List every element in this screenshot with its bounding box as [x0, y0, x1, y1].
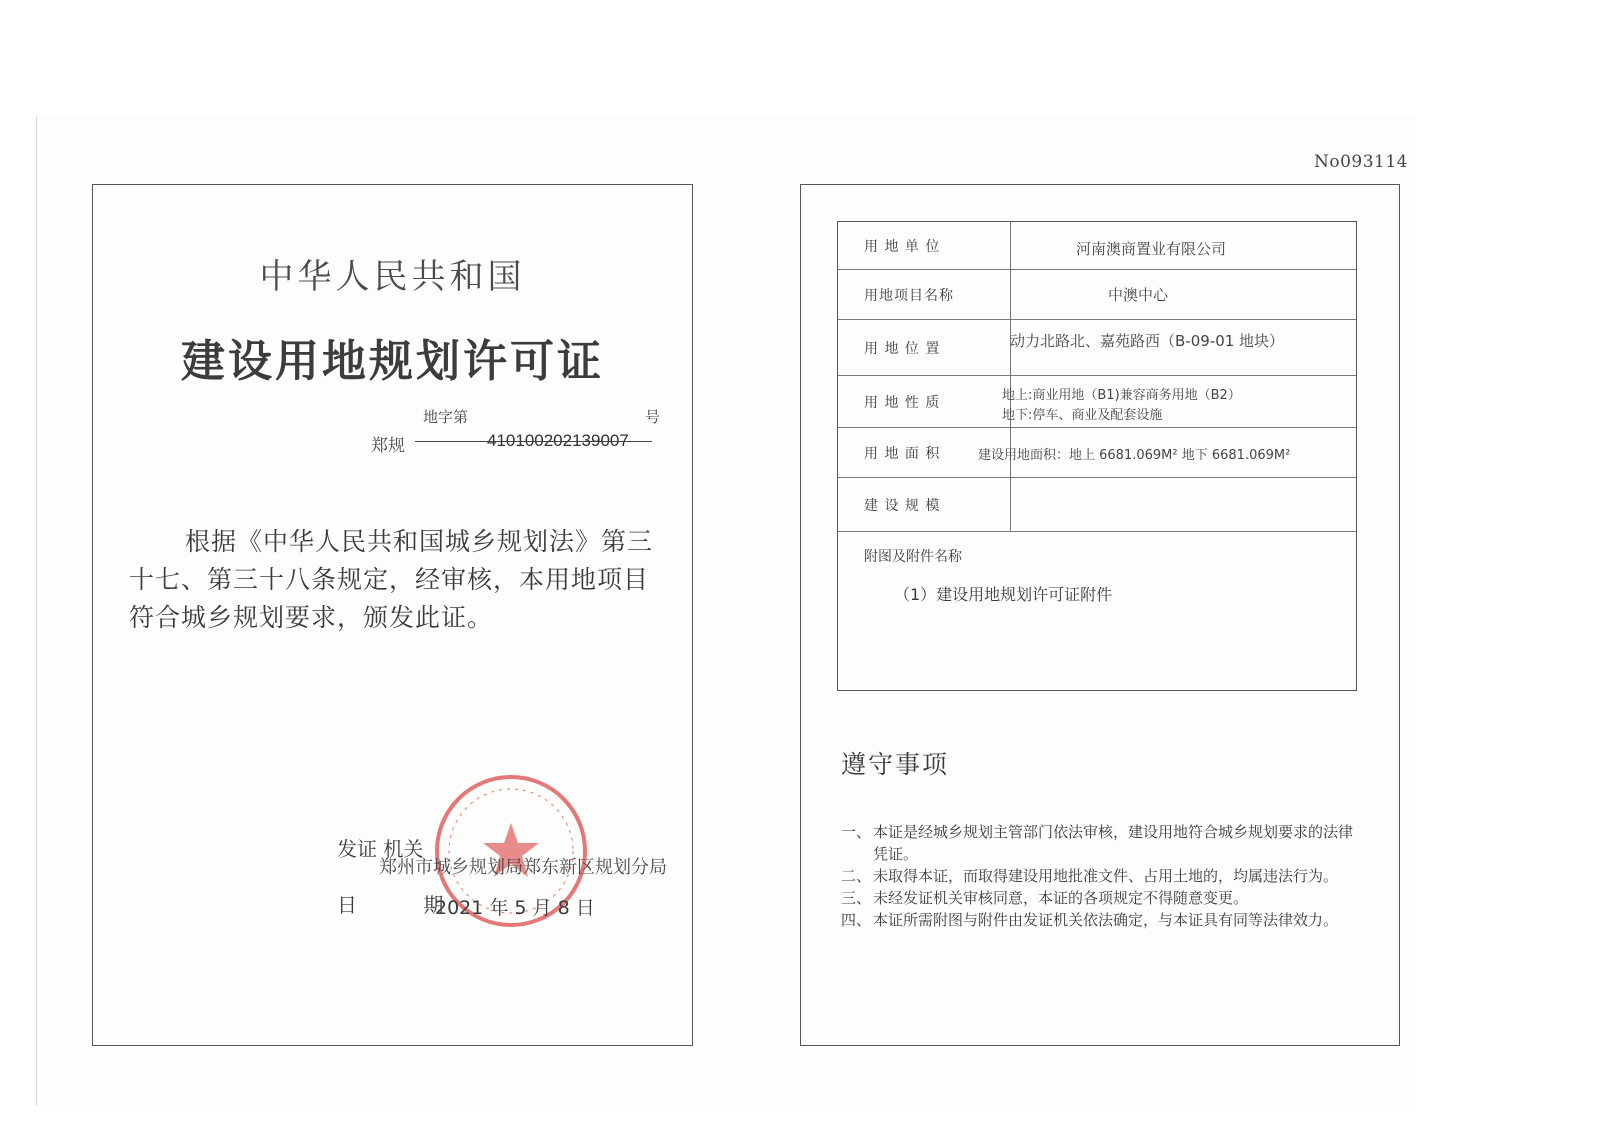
certificate-detail-panel	[800, 184, 1400, 1046]
table-row	[838, 270, 1356, 320]
certificate-number-prefix: 郑规	[371, 436, 405, 456]
notice-item-mark: 二、	[841, 867, 872, 885]
row-value: 地上:商业用地（B1)兼容商务用地（B2）	[1002, 388, 1241, 403]
row-value: 中澳中心	[1108, 286, 1169, 304]
row-value: 动力北路北、嘉苑路西（B-09-01 地块）	[1010, 332, 1285, 350]
notice-title: 遵守事项	[841, 750, 950, 779]
notice-item	[841, 821, 1361, 865]
row-label: 用 地 单 位	[864, 239, 941, 255]
notice-item-text: 本证是经城乡规划主管部门依法审核，建设用地符合城乡规划要求的法律凭证。	[873, 823, 1354, 863]
notice-item-text: 本证所需附图与附件由发证机关依法确定，与本证具有同等法律效力。	[873, 911, 1339, 929]
certificate-title: 建设用地规划许可证	[181, 336, 604, 387]
issuer-label: 发证 机关	[337, 837, 424, 861]
certificate-number-suffix: 号	[645, 408, 661, 426]
row-value: 河南澳商置业有限公司	[1076, 240, 1227, 258]
notice-item	[841, 887, 1361, 909]
issuer-value: 郑州市城乡规划局郑东新区规划分局	[379, 857, 667, 878]
notice-item-mark: 四、	[841, 911, 872, 929]
legal-basis-text: 根据《中华人民共和国城乡规划法》第三十七、第三十八条规定，经审核，本用地项目符合城乡规划要求，颁发此证。	[129, 527, 654, 632]
attachment-item: （1）建设用地规划许可证附件	[894, 585, 1113, 604]
notice-item-mark: 一、	[841, 823, 872, 841]
notice-item	[841, 865, 1361, 887]
row-value-secondary: 地下:停车、商业及配套设施	[1002, 408, 1163, 423]
notice-item-mark: 三、	[841, 889, 872, 907]
row-label: 用地项目名称	[864, 288, 954, 304]
row-label: 用 地 位 置	[864, 341, 941, 357]
sheet-edge	[36, 116, 37, 1106]
table-row	[838, 320, 1356, 376]
attachments-title: 附图及附件名称	[864, 549, 962, 565]
country-name: 中华人民共和国	[259, 257, 526, 297]
land-info-table	[837, 221, 1357, 691]
row-label: 用 地 面 积	[864, 446, 941, 462]
notice-item	[841, 909, 1361, 931]
row-value: 建设用地面积：地上 6681.069M² 地下 6681.069M²	[978, 448, 1291, 463]
table-row	[838, 376, 1356, 428]
issue-date-value: 2021 年 5 月 8 日	[435, 897, 595, 919]
certificate-cover-panel	[92, 184, 693, 1046]
row-label: 用 地 性 质	[864, 395, 941, 411]
row-label: 建 设 规 模	[864, 498, 941, 514]
issue-date-label: 日 期	[337, 893, 474, 917]
certificate-number-head: 地字第	[423, 408, 469, 426]
notice-item-text: 未取得本证，而取得建设用地批准文件、占用土地的，均属违法行为。	[873, 867, 1339, 885]
notice-list	[841, 821, 1361, 931]
certificate-number-value: 410100202139007	[487, 431, 629, 450]
notice-item-text: 未经发证机关审核同意，本证的各项规定不得随意变更。	[873, 889, 1249, 907]
table-row	[838, 478, 1356, 532]
table-row	[838, 428, 1356, 478]
table-row	[838, 222, 1356, 270]
serial-number: No093114	[1313, 152, 1408, 172]
